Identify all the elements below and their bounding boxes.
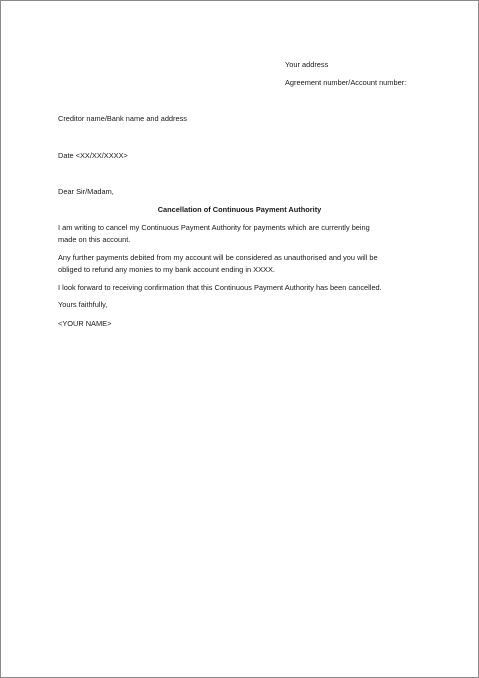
signature: <YOUR NAME>	[58, 319, 112, 328]
recipient-address: Creditor name/Bank name and address	[58, 114, 187, 123]
account-number-label: Agreement number/Account number:	[285, 78, 407, 87]
sender-address-label: Your address	[285, 60, 329, 69]
paragraph-1-line-2: made on this account.	[58, 235, 131, 244]
paragraph-1-line-1: I am writing to cancel my Continuous Payment Authority for payments which are currently being	[58, 223, 370, 232]
closing: Yours faithfully,	[58, 300, 108, 309]
paragraph-2-line-1: Any further payments debited from my account will be considered as unauthorised and you will be	[58, 253, 378, 262]
salutation: Dear Sir/Madam,	[58, 187, 114, 196]
paragraph-2-line-2: obliged to refund any monies to my bank account ending in XXXX.	[58, 265, 275, 274]
paragraph-3-line-1: I look forward to receiving confirmation that this Continuous Payment Authority has been cancelled.	[58, 283, 382, 292]
letter-subject: Cancellation of Continuous Payment Authority	[157, 205, 322, 214]
letter-date: Date <XX/XX/XXXX>	[58, 151, 128, 160]
